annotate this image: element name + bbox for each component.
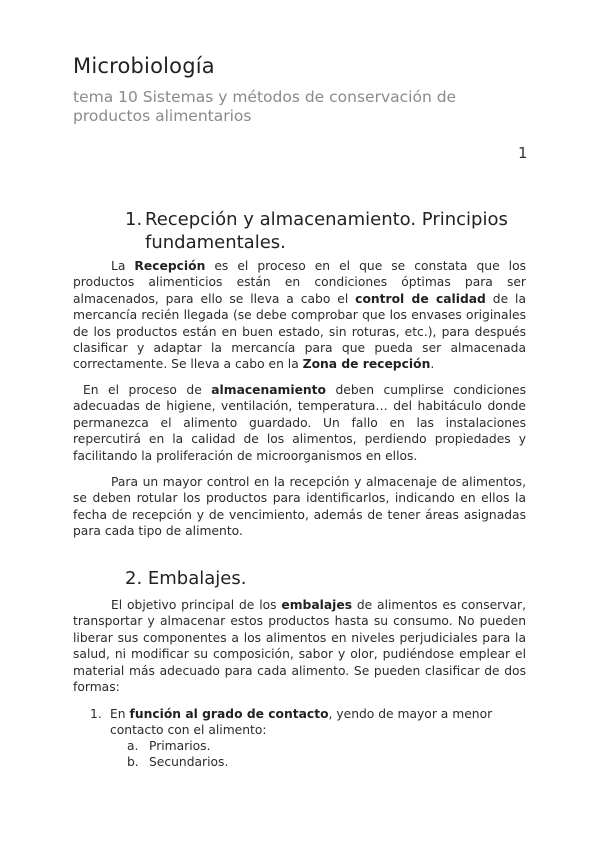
- section-1-heading: [125, 208, 525, 254]
- section-1-number: 1.: [125, 209, 143, 230]
- bold-term-control-calidad: control de calidad: [355, 291, 486, 306]
- text-run: .: [430, 357, 435, 372]
- section-1-heading-line2: fundamentales.: [145, 232, 286, 253]
- paragraph-reception: [73, 258, 526, 373]
- text-run: de la mercancía recién llegada (se debe comprobar que los envases originales de los productos están en buen estado, sin roturas, etc.), para después clasificar y adaptar la mercancía para que pueda ser almacenada correctamente. Se lleva a cabo en la: [73, 291, 526, 372]
- text-run: En el proceso de: [83, 383, 212, 397]
- paragraph-labelling: [73, 474, 526, 540]
- bold-term-almacenamiento: almacenamiento: [211, 383, 327, 397]
- bold-term-zona-recepcion: Zona de recepción: [302, 357, 431, 372]
- paragraph-packaging: [73, 597, 526, 695]
- text-run: , yendo de mayor a menor: [328, 707, 493, 721]
- paragraph-storage: [73, 382, 526, 464]
- document-subtitle: tema 10 Sistemas y métodos de conservación de productos alimentarios: [73, 88, 457, 125]
- text-run: En: [110, 707, 130, 721]
- text-run: El objetivo principal de los: [111, 598, 282, 612]
- text-run: deben cumplirse condiciones adecuadas de higiene, ventilación, temperatura… del habitáculo donde permanezca el alimento guardado. Un fallo en las instalaciones repercutirá en la calidad de los alimentos, perdiendo propiedades y facilitando la proliferación de microorganismos en ellos.: [73, 383, 526, 463]
- sub-list-item: [127, 738, 211, 754]
- sub-list-marker: a.: [127, 739, 139, 753]
- section-2-heading: 2. Embalajes.: [125, 568, 247, 589]
- sub-list-item: [127, 754, 228, 770]
- sub-list-marker: b.: [127, 755, 139, 769]
- list-item-continuation: contacto con el alimento:: [110, 723, 267, 738]
- bold-term-grado-contacto: función al grado de contacto: [129, 707, 329, 721]
- text-run: de alimentos es conservar, transportar y almacenar estos productos hasta su consumo. No pueden liberar sus componentes a los alimentos en niveles perjudiciales para la salud, ni modificar su composición, sabor y olor, pudiéndose emplear el material más adecuado para cada alimento. Se pueden clasificar de dos formas:: [73, 598, 526, 695]
- list-item: [90, 706, 526, 739]
- text-run: La: [111, 259, 135, 273]
- text-run: es el proceso en el que se constata que los productos alimenticios están en condiciones óptimas para ser almacenados, para ello se lleva a cabo el: [73, 259, 526, 306]
- document-title: Microbiología: [73, 54, 215, 78]
- text-run: Para un mayor control en la recepción y almacenaje de alimentos, se deben rotular los productos para identificarlos, indicando en ellos la fecha de recepción y de vencimiento, además de tener áreas asignadas para cada tipo de alimento.: [73, 475, 526, 539]
- section-1-heading-line1: Recepción y almacenamiento. Principios: [145, 209, 508, 230]
- list-marker: 1.: [90, 707, 102, 721]
- bold-term-embalajes: embalajes: [281, 598, 353, 612]
- sub-list-text: Primarios.: [149, 739, 211, 753]
- page-number: 1: [518, 144, 528, 162]
- sub-list-text: Secundarios.: [149, 755, 229, 769]
- bold-term-recepcion: Recepción: [134, 259, 206, 273]
